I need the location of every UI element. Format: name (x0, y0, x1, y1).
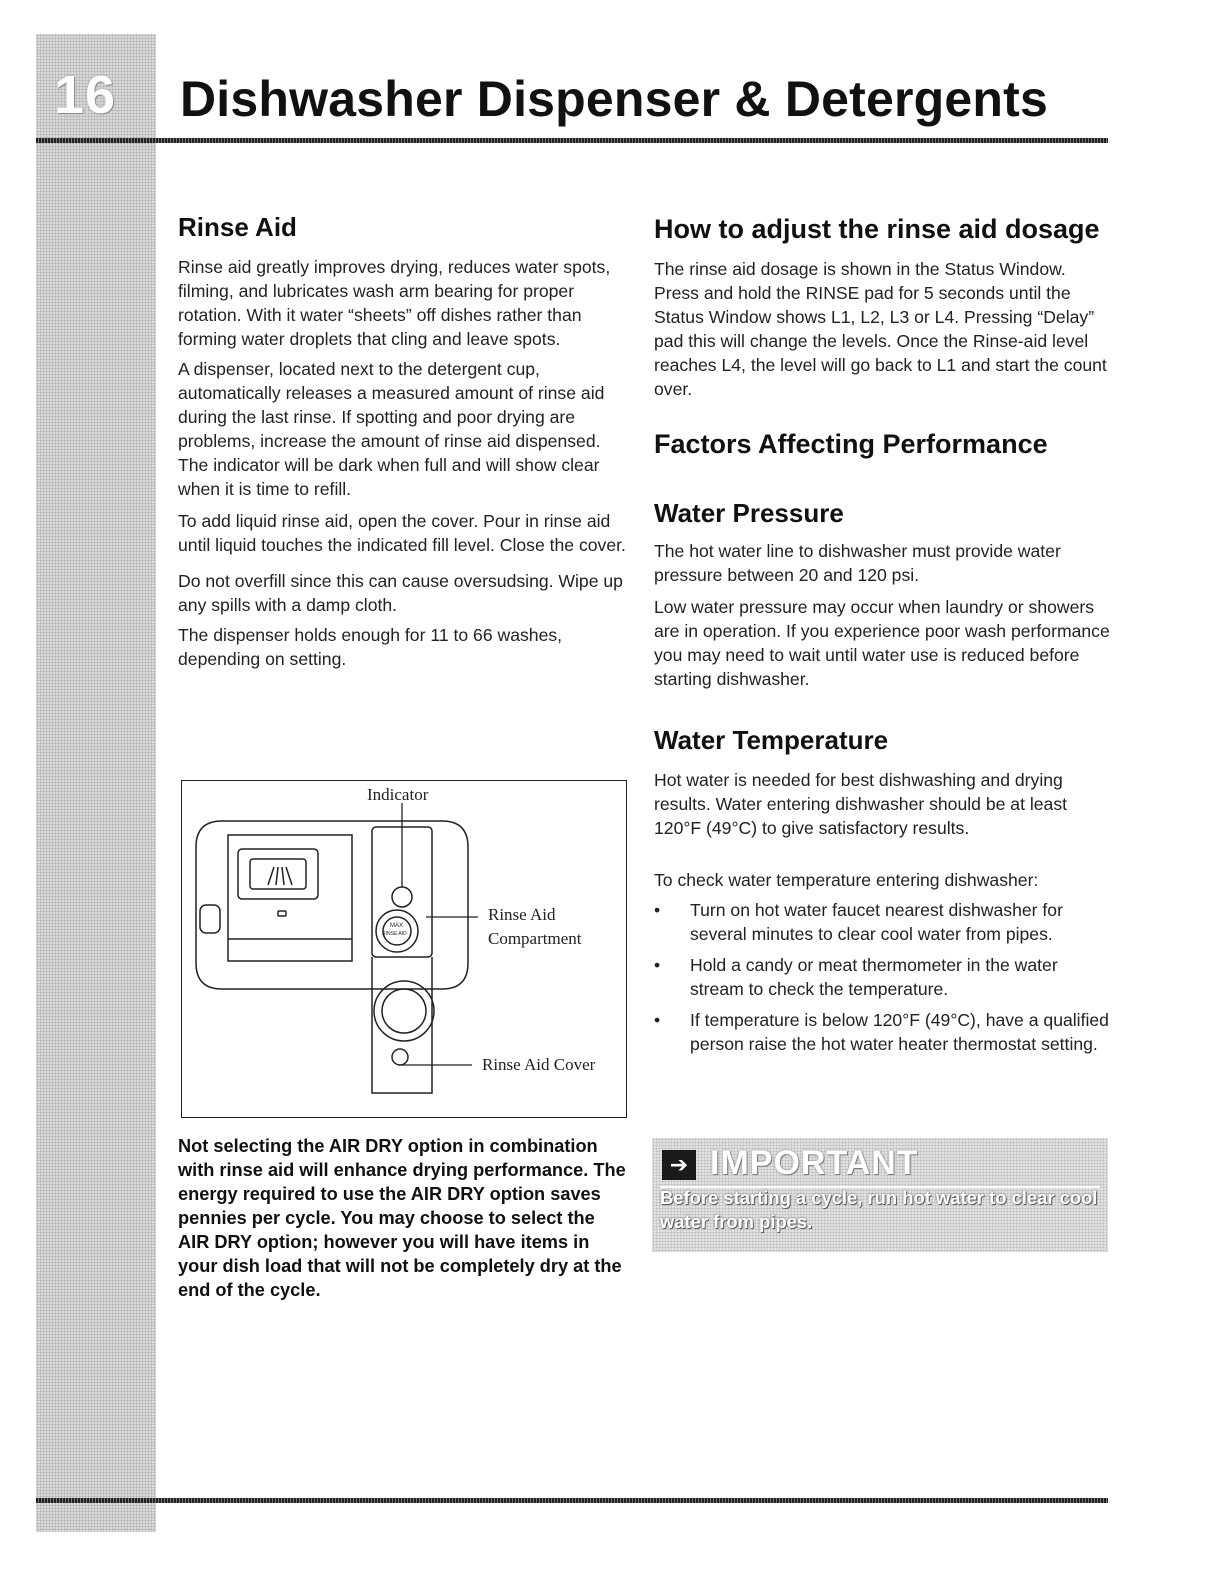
rinse-aid-paragraph-5: The dispenser holds enough for 11 to 66 washes, depending on setting. (178, 625, 563, 669)
rinse-aid-paragraph-1: Rinse aid greatly improves drying, reduces water spots, filming, and lubricates wash arm bearing for proper rotation. With it water “sheets” off dishes rather than forming water droplets that cling and leave spots. (178, 257, 611, 349)
dispenser-badge-rinse-aid: RINSE AID (382, 931, 407, 937)
rinse-aid-heading: Rinse Aid (178, 212, 297, 242)
footer-rule (36, 1498, 1108, 1503)
rinse-aid-dispenser-diagram (181, 780, 627, 1118)
header-rule (36, 138, 1108, 143)
page-number-sidebar (36, 34, 156, 1532)
dispenser-badge-max: MAX (390, 923, 404, 929)
water-temperature-heading: Water Temperature (654, 725, 889, 755)
important-title: IMPORTANT (710, 1144, 919, 1182)
page-title: Dishwasher Dispenser & Detergents (180, 71, 1049, 127)
important-text: Before starting a cycle, run hot water to clear cool water from pipes. (660, 1187, 1098, 1232)
air-dry-note-section (178, 1134, 630, 1302)
air-dry-note: Not selecting the AIR DRY option in combination with rinse aid will enhance drying performance. The energy required to use the AIR DRY option saves pennies per cycle. You may choose to select the AIR DRY option; however you will have items in your dish load that will not be completely dry at the end of the cycle. (178, 1136, 626, 1300)
dosage-text: The rinse aid dosage is shown in the Status Window. Press and hold the RINSE pad for 5 seconds until the Status Window shows L1, L2, L3 or L4. Pressing “Delay” pad this will change the levels. Once the Rinse-aid level reaches L4, the level will go back to L1 and start the count over. (654, 259, 1107, 399)
water-temperature-check-intro: To check water temperature entering dishwasher: (654, 870, 1039, 890)
water-pressure-paragraph-1: The hot water line to dishwasher must provide water pressure between 20 and 120 psi. (654, 541, 1061, 585)
compartment-label-line2: Compartment (488, 929, 582, 948)
dosage-heading: How to adjust the rinse aid dosage (654, 214, 1100, 244)
compartment-label-line1: Rinse Aid (488, 905, 556, 924)
right-column (654, 212, 1114, 1056)
water-temperature-intro: Hot water is needed for best dishwashing and drying results. Water entering dishwasher should be at least 120°F (49°C) to give satisfactory results. (654, 770, 1068, 838)
page-number: 16 (54, 65, 117, 125)
list-item: • If temperature is below 120°F (49°C), have a qualified person raise the hot water heater thermostat setting. (654, 1008, 1114, 1056)
list-item: • Hold a candy or meat thermometer in the water stream to check the temperature. (654, 953, 1114, 1001)
water-pressure-heading: Water Pressure (654, 498, 844, 528)
rinse-aid-section (178, 212, 630, 671)
water-pressure-paragraph-2: Low water pressure may occur when laundry or showers are in operation. If you experience poor wash performance you may need to wait until water use is reduced before starting dishwasher. (654, 597, 1110, 689)
list-item: • Turn on hot water faucet nearest dishwasher for several minutes to clear cool water from pipes. (654, 898, 1114, 946)
arrow-right-icon: ➔ (662, 1150, 696, 1180)
rinse-aid-paragraph-3: To add liquid rinse aid, open the cover. Pour in rinse aid until liquid touches the indicated fill level. Close the cover. (178, 511, 626, 555)
important-callout (652, 1138, 1108, 1252)
rinse-aid-paragraph-4: Do not overfill since this can cause oversudsing. Wipe up any spills with a damp cloth. (178, 571, 623, 615)
indicator-label: Indicator (367, 785, 429, 804)
cover-label: Rinse Aid Cover (482, 1055, 596, 1074)
factors-heading: Factors Affecting Performance (654, 429, 1048, 459)
water-temperature-steps (654, 898, 1114, 1056)
rinse-aid-paragraph-2: A dispenser, located next to the detergent cup, automatically releases a measured amount of rinse aid during the last rinse. If spotting and poor drying are problems, increase the amount of rinse aid dispensed. The indicator will be dark when full and will show clear when it is time to refill. (178, 359, 605, 499)
